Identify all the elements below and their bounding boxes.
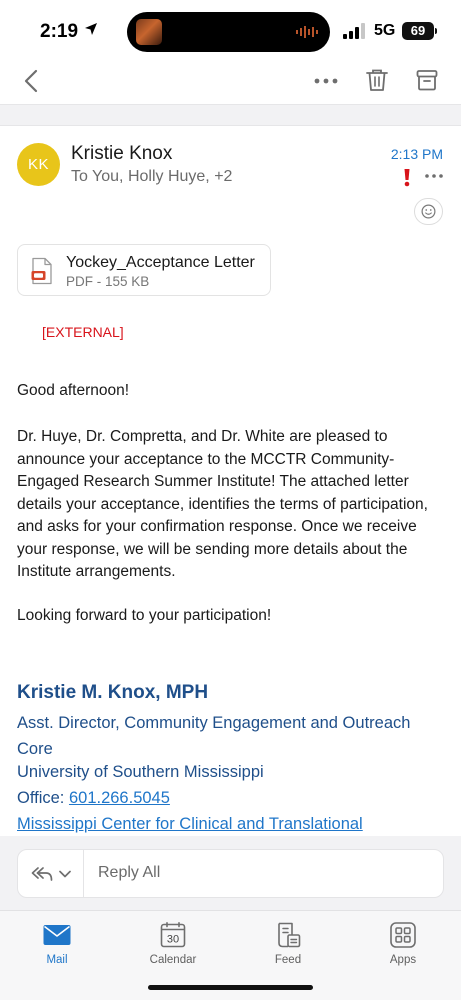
signature-title: Asst. Director, Community Engagement and Outreach Core: [17, 714, 411, 758]
location-arrow-icon: [84, 22, 98, 36]
external-sender-tag: [EXTERNAL]: [42, 324, 124, 340]
reply-options-button[interactable]: [18, 850, 84, 897]
attachment-meta: PDF - 155 KB: [66, 274, 150, 289]
battery-cap: [435, 28, 437, 34]
signature-university: University of Southern Mississippi: [17, 763, 264, 781]
signature-name: Kristie M. Knox, MPH: [17, 682, 209, 703]
message-more-icon[interactable]: [423, 168, 445, 184]
reply-all-icon: [31, 866, 53, 882]
audio-waveform-icon: [296, 25, 320, 39]
status-time: 2:19: [40, 21, 79, 42]
attachment-name: Yockey_Acceptance Letter: [66, 254, 255, 271]
reply-area: [0, 836, 461, 910]
message-time: 2:13 PM: [390, 146, 443, 162]
feed-icon: [275, 922, 301, 948]
tab-feed[interactable]: [248, 919, 328, 966]
calendar-day: 30: [166, 933, 180, 946]
trash-icon: [366, 68, 388, 92]
network-type: 5G: [374, 22, 396, 39]
back-button[interactable]: [18, 66, 44, 96]
body-closing: Looking forward to your participation!: [17, 607, 272, 624]
home-indicator[interactable]: [148, 985, 313, 990]
sender-avatar[interactable]: KK: [17, 143, 60, 186]
tab-apps-label: Apps: [389, 954, 417, 966]
signature-office: [17, 789, 447, 808]
calendar-icon: [160, 922, 186, 948]
tab-calendar[interactable]: [133, 919, 213, 966]
thread-separator: [0, 104, 461, 126]
reply-all-label: Reply All: [98, 864, 161, 881]
cellular-signal-icon: [343, 23, 367, 39]
signature-center-link[interactable]: Mississippi Center for Clinical and Translational: [17, 815, 363, 833]
message-toolbar: [0, 58, 461, 104]
archive-button[interactable]: [412, 64, 442, 96]
tab-apps[interactable]: [363, 919, 443, 966]
attachment-card[interactable]: [17, 244, 271, 296]
reply-box[interactable]: [17, 849, 444, 898]
tab-mail-label: Mail: [46, 954, 68, 966]
body-greeting: Good afternoon!: [17, 382, 130, 399]
more-options-button[interactable]: [310, 68, 342, 94]
apps-icon: [390, 922, 416, 948]
mail-icon: [43, 924, 71, 946]
archive-icon: [416, 69, 438, 91]
pdf-file-icon: [31, 257, 53, 285]
smiley-icon: [421, 204, 436, 219]
signature-office-label: Office:: [17, 789, 69, 807]
exclamation-icon: [400, 167, 414, 187]
tab-feed-label: Feed: [274, 954, 302, 966]
add-reaction-button[interactable]: [414, 198, 443, 225]
ellipsis-icon: [314, 78, 338, 84]
now-playing-artwork: [136, 19, 162, 45]
sender-name[interactable]: Kristie Knox: [71, 143, 173, 164]
tab-mail[interactable]: [17, 919, 97, 966]
dynamic-island[interactable]: [127, 12, 330, 52]
tab-calendar-label: Calendar: [149, 954, 197, 966]
body-paragraph: Dr. Huye, Dr. Compretta, and Dr. White are pleased to announce your acceptance to the MCCTR Community-Engaged Research Summer Institute! The attached letter details your acceptance, identifies the terms of participation, and asks for your confirmation response. Once we receive your response, we will be sending more details about the Institute arrangements.: [17, 428, 428, 580]
recipients-line[interactable]: To You, Holly Huye, +2: [71, 168, 233, 185]
chevron-left-icon: [24, 69, 38, 93]
delete-button[interactable]: [362, 64, 392, 96]
office-phone-link[interactable]: 601.266.5045: [68, 789, 170, 807]
battery-indicator: 69: [402, 22, 434, 40]
status-bar: [0, 0, 461, 58]
chevron-down-icon: [59, 870, 71, 878]
